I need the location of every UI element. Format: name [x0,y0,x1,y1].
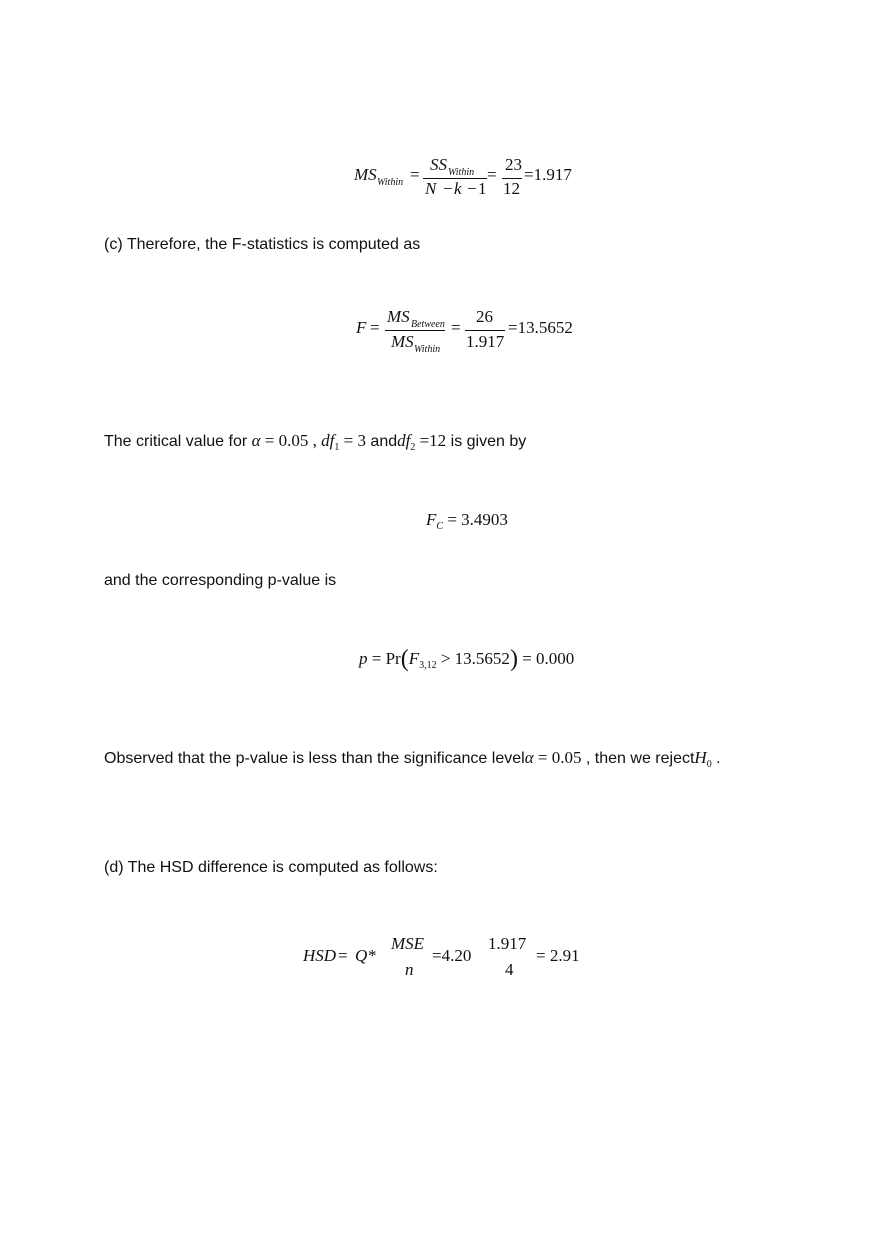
f-symbol: F [408,649,420,668]
fraction-denominator: 12 [503,179,520,198]
f-symbol: F [356,318,367,337]
paragraph-c: (c) Therefore, the F-statistics is computed as [104,236,421,253]
denominator-subscript: Within [414,344,441,355]
denominator-ms: MS [391,332,414,351]
fraction-bar [385,330,445,331]
equals-sign: = [370,318,380,337]
hsd-result: = 2.91 [536,946,580,965]
period: . [711,750,721,767]
observed-text-before: Observed that the p-value is less than the significance level [104,750,525,767]
equals-sign: = [451,318,461,337]
denominator-n: N [425,179,437,198]
observed-text-middle: , then we reject [581,750,695,767]
hsd-symbol: HSD [303,946,337,965]
ms-symbol: MS [354,165,377,184]
critical-text-after: is given by [446,433,527,450]
df2-symbol: df [397,431,411,450]
ss-symbol: SS [430,155,447,174]
p-result: = 0.000 [517,649,575,668]
fc-value: = 3.4903 [443,510,508,529]
critical-f-equation [426,510,508,530]
fraction-denominator: 1.917 [466,332,505,351]
n-denominator: n [405,960,414,979]
and-word: and [365,433,398,450]
mse-value-numerator: 1.917 [488,934,527,953]
fraction-numerator: 23 [505,155,522,174]
df1-subscript: 1 [334,442,340,453]
denominator-k: k [454,179,462,198]
numerator-subscript: Between [411,319,445,330]
comma: , [308,431,322,450]
star-symbol: * [368,946,377,965]
n-value-denominator: 4 [505,960,514,979]
ss-subscript: Within [448,167,475,178]
left-paren: ( [400,646,409,672]
ms-subscript: Within [377,177,404,188]
alpha-symbol: α [524,748,534,767]
df1-value: = 3 [339,431,366,450]
df2-subscript: 2 [410,442,416,453]
df2-value: =12 [415,431,447,450]
h-subscript: 0 [706,759,712,770]
critical-value-line [104,431,526,451]
df1-symbol: df [321,431,335,450]
numerator-ms: MS [387,307,410,326]
p-value-equation [359,644,574,671]
result-value: =1.917 [524,165,572,184]
equals-sign: = [487,165,497,184]
p-symbol: p [359,649,368,668]
fraction-bar [465,330,505,331]
pr-operator: = Pr [367,649,401,668]
critical-text-before: The critical value for [104,433,252,450]
f-subscript: 3,12 [419,660,437,671]
right-paren: ) [509,646,518,672]
fraction-numerator: 26 [476,307,493,326]
denominator-one: 1 [478,179,487,198]
minus-sign: − [467,179,477,198]
mse-numerator: MSE [391,934,425,953]
paragraph-d: (d) The HSD difference is computed as follows: [104,859,438,876]
alpha-value: = 0.05 [533,748,582,767]
fc-symbol: F [426,510,437,529]
h-symbol: H [694,748,707,767]
q-symbol: Q [355,946,368,965]
observed-line [104,748,721,768]
equals-sign: = [410,165,420,184]
greater-than-value: > 13.5652 [436,649,510,668]
alpha-value: = 0.05 [260,431,309,450]
paragraph-p-value: and the corresponding p-value is [104,572,337,589]
alpha-symbol: α [251,431,261,450]
fc-subscript: C [436,521,444,532]
equals-sign: = [338,946,348,965]
q-value: =4.20 [432,946,472,965]
result-value: =13.5652 [508,318,573,337]
minus-sign: − [443,179,453,198]
